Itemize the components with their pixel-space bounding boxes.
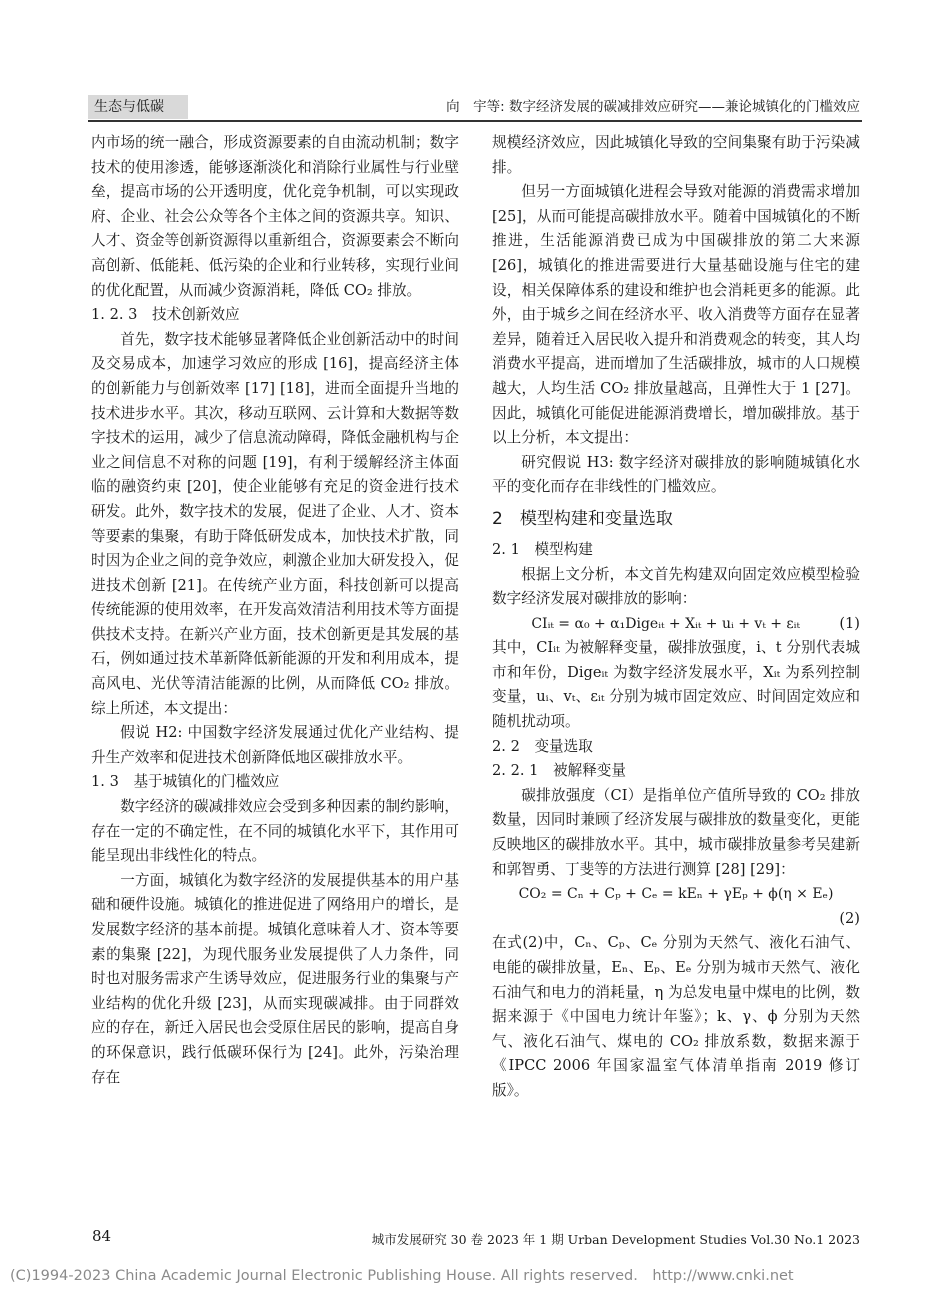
journal-footer: 城市发展研究 30 卷 2023 年 1 期 Urban Development Studies Vol.30 No.1 2023 bbox=[371, 1232, 860, 1247]
paragraph-urbanization-negative: 但另一方面城镇化进程会导致对能源的消费需求增加 [25]，从而可能提高碳排放水平。随着中国城镇化的不断推进，生活能源消费已成为中国碳排放的第二大来源 [26]，城镇化的推进需要进行大量基础设施与住宅的建设，相关保障体系的建设和维护也会消耗更多的能源。此外，由于城乡之间在经济水平、收入消费等方面存在显著差异，随着迁入居民收入提升和消费观念的转变，其人均消费水平提高，进而增加了生活碳排放，城市的人口规模越大，人均生活 CO₂ 排放量越高，且弹性大于 1 [27]。因此，城镇化可能促进能源消费增长，增加碳排放。基于以上分析，本文提出： bbox=[492, 183, 860, 447]
hypothesis-h2: 假说 H2: 中国数字经济发展通过优化产业结构、提升生产效率和促进技术创新降低地区碳排放水平。 bbox=[91, 724, 459, 766]
right-column bbox=[492, 131, 860, 1104]
paragraph-model-intro: 根据上文分析，本文首先构建双向固定效应模型检验数字经济发展对碳排放的影响： bbox=[492, 565, 860, 608]
paragraph-market-integration: 内市场的统一融合，形成资源要素的自由流动机制；数字技术的使用渗透，能够逐渐淡化和消除行业属性与行业壁垒，提高市场的公开透明度，优化竞争机制，可以实现政府、企业、社会公众等各个主体之间的资源共享。知识、人才、资金等创新资源得以重新组合，资源要素会不断向高创新、低能耗、低污染的企业和行业转移，实现行业间的优化配置，从而减少资源消耗，降低 CO₂ 排放。 bbox=[91, 134, 459, 299]
heading-1-3: 1. 3 基于城镇化的门槛效应 bbox=[91, 773, 280, 791]
left-column bbox=[91, 131, 459, 1090]
paragraph-carbon-intensity: 碳排放强度（CI）是指单位产值所导致的 CO₂ 排放数量，因同时兼顾了经济发展与碳排放的数量变化，更能反映地区的碳排放水平。其中，城市碳排放量参考吴建新和郭智勇、丁斐等的方法进行测算 [28] [29]： bbox=[492, 786, 860, 878]
heading-2: 2 模型构建和变量选取 bbox=[492, 508, 673, 529]
paragraph-eq2-explanation: 在式(2)中，Cₙ、Cₚ、Cₑ 分别为天然气、液化石油气、电能的碳排放量，Eₙ、Eₚ、Eₑ 分别为城市天然气、液化石油气和电力的消耗量，η 为总发电量中煤电的比例，数据来源于《中国电力统计年鉴》；k、γ、ϕ 分别为天然气、液化石油气、煤电的 CO₂ 排放系数，数据来源于《IPCC 2006 年国家温室气体清单指南 2019 修订版》。 bbox=[492, 934, 860, 1099]
paragraph-urbanization-positive: 一方面，城镇化为数字经济的发展提供基本的用户基础和硬件设施。城镇化的推进促进了网络用户的增长，是发展数字经济的基本前提。城镇化意味着人才、资本等要素的集聚 [22]，为现代服务业发展提供了人力条件，同时也对服务需求产生诱导效应，促进服务行业的集聚与产业结构的优化升级 [23]，从而实现碳减排。由于同群效应的存在，新迁入居民也会受原住居民的影响，提高自身的环保意识，践行低碳环保行为 [24]。此外，污染治理存在 bbox=[91, 871, 459, 1086]
paragraph-tech-innovation: 首先，数字技术能够显著降低企业创新活动中的时间及交易成本，加速学习效应的形成 [16]，提高经济主体的创新能力与创新效率 [17] [18]，进而全面提升当地的技术进步水平。其次，移动互联网、云计算和大数据等数字技术的运用，减少了信息流动障碍，降低金融机构与企业之间信息不对称的问题 [19]，有利于缓解经济主体面临的融资约束 [20]，使企业能够有充足的资金进行技术研发。此外，数字技术的发展，促进了企业、人才、资本等要素的集聚，有助于降低研发成本，加快技术扩散，同时因为企业之间的竞争效应，刺激企业加大研发投入，促进技术创新 [21]。在传统产业方面，科技创新可以提高传统能源的使用效率，在开发高效清洁利用技术等方面提供技术支持。在新兴产业方面，技术创新更是其发展的基石，例如通过技术革新降低新能源的开发和利用成本，提高风电、光伏等清洁能源的比例，从而降低 CO₂ 排放。综上所述，本文提出： bbox=[91, 330, 459, 717]
paragraph-scale-economy: 规模经济效应，因此城镇化导致的空间集聚有助于污染减排。 bbox=[492, 134, 860, 176]
page-number: 84 bbox=[92, 1227, 112, 1245]
heading-1-2-3: 1. 2. 3 技术创新效应 bbox=[91, 306, 240, 324]
heading-2-2-1: 2. 2. 1 被解释变量 bbox=[492, 762, 626, 780]
paragraph-threshold-intro: 数字经济的碳减排效应会受到多种因素的制约影响，存在一定的不确定性，在不同的城镇化水平下，其作用可能呈现出非线性化的特点。 bbox=[91, 798, 459, 865]
running-title: 向 宇等: 数字经济发展的碳减排效应研究——兼论城镇化的门槛效应 bbox=[446, 99, 860, 115]
header-rule bbox=[88, 120, 862, 122]
equation-2: CO₂ = Cₙ + Cₚ + Cₑ = kEₙ + γEₚ + ϕ(η × Eₑ) bbox=[518, 886, 834, 903]
copyright-watermark: (C)1994-2023 China Academic Journal Electronic Publishing House. All rights reserved. http://www.cnki.net bbox=[10, 1268, 794, 1284]
equation-2-number: (2) bbox=[839, 909, 860, 927]
paragraph-model-explanation: 其中，CIᵢₜ 为被解释变量，碳排放强度，i、t 分别代表城市和年份，Digeᵢₜ 为数字经济发展水平，Xᵢₜ 为系列控制变量，uᵢ、vₜ、εᵢₜ 分别为城市固定效应、时间固定效应和随机扰动项。 bbox=[492, 639, 860, 731]
heading-2-2: 2. 2 变量选取 bbox=[492, 737, 593, 755]
hypothesis-h3: 研究假说 H3: 数字经济对碳排放的影响随城镇化水平的变化而存在非线性的门槛效应。 bbox=[492, 453, 860, 496]
equation-1-number: (1) bbox=[839, 614, 860, 632]
equation-1-row bbox=[492, 612, 860, 637]
heading-2-1: 2. 1 模型构建 bbox=[492, 540, 593, 558]
section-tag: 生态与低碳 bbox=[88, 95, 188, 119]
equation-1: CIᵢₜ = α₀ + α₁Digeᵢₜ + Xᵢₜ + uᵢ + vₜ + εᵢₜ bbox=[531, 615, 800, 632]
